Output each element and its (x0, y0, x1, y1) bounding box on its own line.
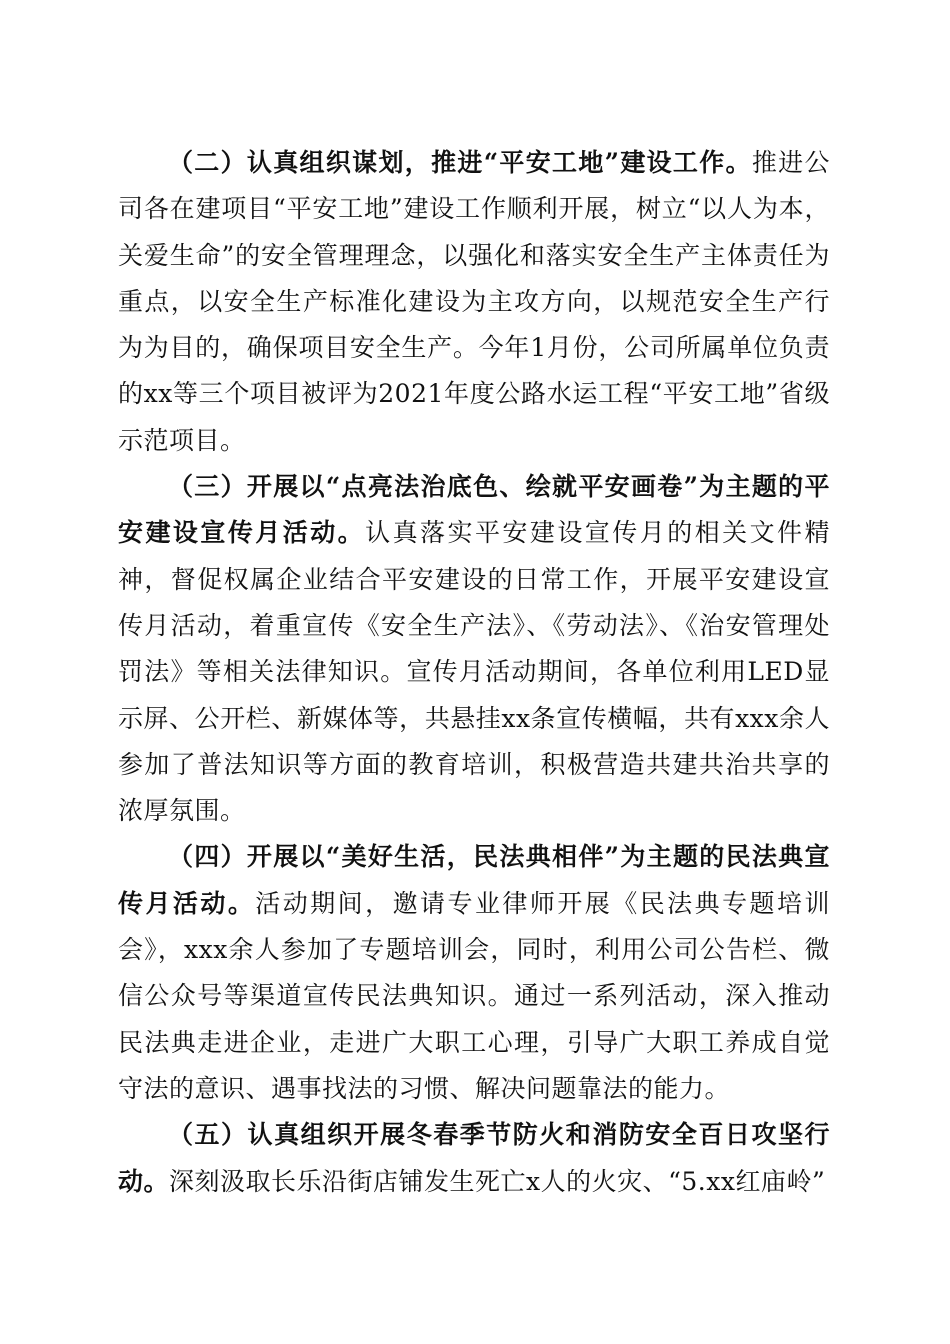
paragraph-3 (118, 464, 830, 834)
paragraph-4 (118, 834, 830, 1112)
paragraph-4-heading: （四）开展以“美好生活，民法典相伴”为主题的民法典宣传月活动。 (118, 842, 830, 918)
paragraph-5-body: 深刻汲取长乐沿街店铺发生死亡x人的火灾、“5.xx红庙岭” (169, 1166, 826, 1196)
paragraph-3-heading: （三）开展以“点亮法治底色、绘就平安画卷”为主题的平安建设宣传月活动。 (118, 472, 830, 548)
document-body (118, 140, 830, 1205)
paragraph-3-body: 认真落实平安建设宣传月的相关文件精神，督促权属企业结合平安建设的日常工作，开展平安建设宣传月活动，着重宣传《安全生产法》、《劳动法》、《治安管理处罚法》等相关法律知识。宣传月活动期间，各单位利用LED显示屏、公开栏、新媒体等，共悬挂xx条宣传横幅，共有xxx余人参加了普法知识等方面的教育培训，积极营造共建共治共享的浓厚氛围。 (118, 518, 830, 826)
paragraph-5-heading: （五）认真组织开展冬春季节防火和消防安全百日攻坚行动。 (118, 1120, 830, 1196)
paragraph-2-heading: （二）认真组织谋划，推进“平安工地”建设工作。 (168, 148, 752, 177)
paragraph-2-body: 推进公司各在建项目“平安工地”建设工作顺利开展，树立“以人为本，关爱生命”的安全管理理念，以强化和落实安全生产主体责任为重点，以安全生产标准化建设为主攻方向，以规范安全生产行为为目的，确保项目安全生产。今年1月份，公司所属单位负责的xx等三个项目被评为2021年度公路水运工程“平安工地”省级示范项目。 (118, 148, 830, 455)
paragraph-5 (118, 1112, 830, 1205)
paragraph-2 (118, 140, 830, 464)
paragraph-4-body: 活动期间，邀请专业律师开展《民法典专题培训会》，xxx余人参加了专题培训会，同时，利用公司公告栏、微信公众号等渠道宣传民法典知识。通过一系列活动，深入推动民法典走进企业，走进广大职工心理，引导广大职工养成自觉守法的意识、遇事找法的习惯、解决问题靠法的能力。 (118, 888, 830, 1103)
